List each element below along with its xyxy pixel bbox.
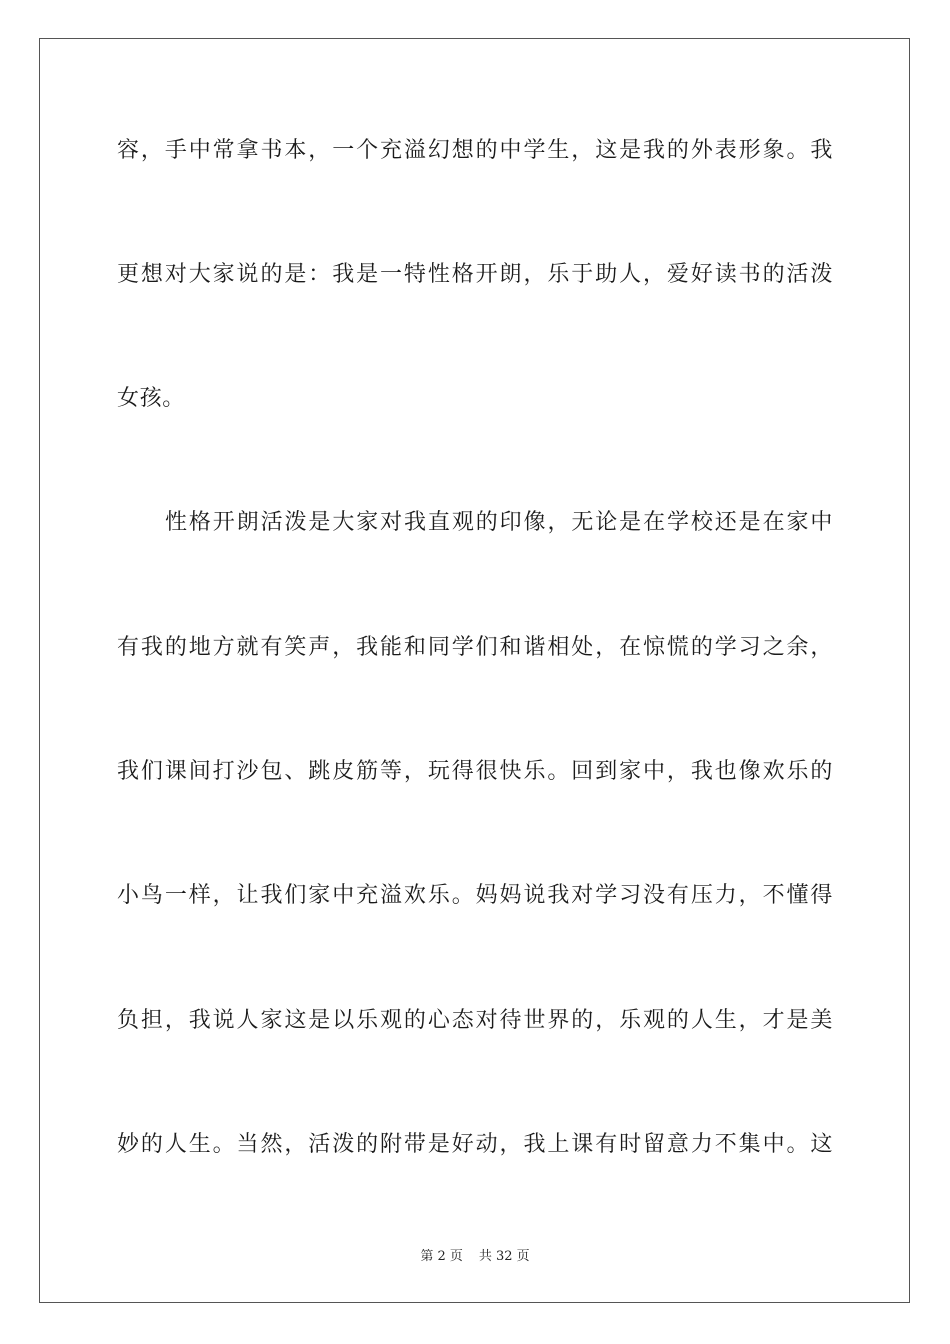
text-line: 我们课间打沙包、跳皮筋等，玩得很快乐。回到家中，我也像欢乐的 (117, 759, 833, 784)
page-border (39, 38, 910, 1303)
text-line: 负担，我说人家这是以乐观的心态对待世界的，乐观的人生，才是美 (117, 1008, 833, 1033)
text-line: 妙的人生。当然，活泼的附带是好动，我上课有时留意力不集中。这 (117, 1132, 833, 1157)
text-line: 容，手中常拿书本，一个充溢幻想的中学生，这是我的外表形象。我 (117, 138, 833, 163)
page-footer (0, 1245, 950, 1264)
text-line: 小鸟一样，让我们家中充溢欢乐。妈妈说我对学习没有压力，不懂得 (117, 883, 833, 908)
text-line: 女孩。 (117, 386, 185, 411)
text-line: 有我的地方就有笑声，我能和同学们和谐相处，在惊慌的学习之余， (117, 635, 833, 660)
page-total: 共 32 页 (478, 1249, 530, 1264)
page-number: 第 2 页 (420, 1249, 463, 1264)
text-line: 更想对大家说的是：我是一特性格开朗，乐于助人，爱好读书的活泼 (117, 262, 833, 287)
paragraph-first-line: 性格开朗活泼是大家对我直观的印像，无论是在学校还是在家中 (165, 510, 833, 535)
